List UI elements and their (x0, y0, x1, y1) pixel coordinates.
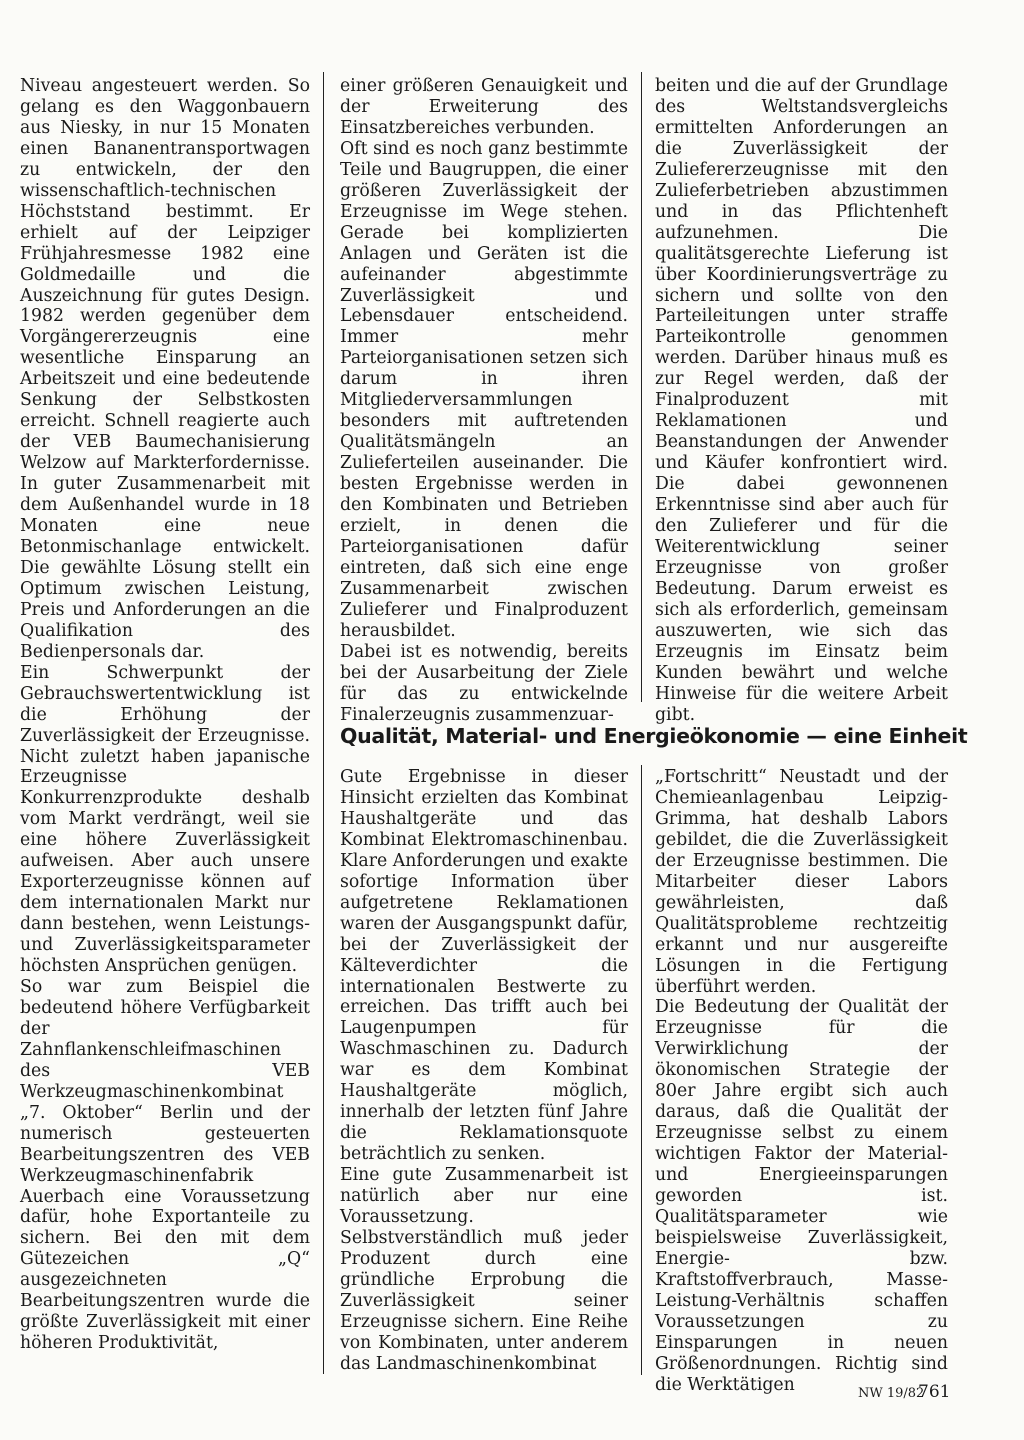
paragraph: Gute Ergebnisse in dieser Hinsicht erzielten das Kombinat Haushaltgeräte und das Kombinat Elektromaschinenbau. Klare Anforderungen und exakte sofortige Information über aufgetretene Reklamationen waren der Ausgangspunkt dafür, bei der Zuverlässigkeit der Kälteverdichter die internationalen Bestwerte zu erreichen. Das trifft auch bei Laugenpumpen für Waschmaschinen zu. Dadurch war es dem Kombinat Haushaltgeräte möglich, innerhalb der letzten fünf Jahre die Reklamationsquote beträchtlich zu senken. (340, 767, 628, 1165)
paragraph: „Fortschritt“ Neustadt und der Chemieanlagenbau Leipzig-Grimma, hat deshalb Labors gebildet, die die Zuverlässigkeit der Erzeugnisse bestimmen. Die Mitarbeiter dieser Labors gewährleisten, daß Qualitätsprobleme rechtzeitig erkannt und nur ausgereifte Lösungen in die Fertigung überführt werden. (655, 767, 948, 997)
paragraph: Niveau angesteuert werden. So gelang es den Waggonbauern aus Niesky, in nur 15 Monaten einen Bananentransportwagen zu entwickeln, der den wissenschaftlich-technischen Höchststand bestimmt. Er erhielt auf der Leipziger Frühjahresmesse 1982 eine Goldmedaille und die Auszeichnung für gutes Design. 1982 werden gegenüber dem Vorgängererzeugnis eine wesentliche Einsparung an Arbeitszeit und eine bedeutende Senkung der Selbstkosten erreicht. Schnell reagierte auch der VEB Baumechanisierung Welzow auf Markterfordernisse. In guter Zusammenarbeit mit dem Außenhandel wurde in 18 Monaten eine neue Betonmischanlage entwickelt. Die gewählte Lösung stellt ein Optimum zwischen Leistung, Preis und Anforderungen an die Qualifikation des Bedienpersonals dar. (20, 76, 310, 662)
text-column-3 (655, 76, 948, 726)
text-column-2 (340, 76, 628, 726)
column-divider (641, 72, 642, 702)
paragraph: Ein Schwerpunkt der Gebrauchswertentwicklung ist die Erhöhung der Zuverlässigkeit der Erzeugnisse. Nicht zuletzt haben japanische Erzeugnisse Konkurrenzprodukte deshalb vom Markt verdrängt, weil sie eine höhere Zuverlässigkeit aufweisen. Aber auch unsere Exporterzeugnisse können auf dem internationalen Markt nur dann bestehen, wenn Leistungs- und Zuverlässigkeitsparameter höchsten Ansprüchen genügen. (20, 662, 310, 977)
column-divider (641, 765, 642, 1375)
paragraph: So war zum Beispiel die bedeutend höhere Verfügbarkeit der Zahnflankenschleifmaschinen des VEB Werkzeugmaschinenkombinat „7. Oktober“ Berlin und der numerisch gesteuerten Bearbeitungszentren des VEB Werkzeugmaschinenfabrik Auerbach eine Voraussetzung dafür, hohe Exportanteile zu sichern. Bei den mit dem Gütezeichen „Q“ ausgezeichneten Bearbeitungszentren wurde die größte Zuverlässigkeit mit einer höheren Produktivität, (20, 976, 310, 1354)
paragraph: einer größeren Genauigkeit und der Erweiterung des Einsatzbereiches verbunden. (340, 76, 628, 138)
text-column-5 (655, 767, 948, 1396)
text-column-1 (20, 76, 310, 1354)
paragraph: Dabei ist es notwendig, bereits bei der Ausarbeitung der Ziele für das zu entwickelnde Finalerzeugnis zusammenzuar- (340, 641, 628, 725)
column-divider (323, 72, 324, 1374)
paragraph: Oft sind es noch ganz bestimmte Teile und Baugruppen, die einer größeren Zuverlässigkeit der Erzeugnisse im Wege stehen. Gerade bei komplizierten Anlagen und Geräten ist die aufeinander abgestimmte Zuverlässigkeit und Lebensdauer entscheidend. Immer mehr Parteiorganisationen setzen sich darum in ihren Mitgliederversammlungen besonders mit auftretenden Qualitätsmängeln an Zulieferteilen auseinander. Die besten Ergebnisse werden in den Kombinaten und Betrieben erzielt, in denen die Parteiorganisationen dafür eintreten, daß sich eine enge Zusammenarbeit zwischen Zulieferer und Finalproduzent herausbildet. (340, 138, 628, 641)
paragraph: Die Bedeutung der Qualität der Erzeugnisse für die Verwirklichung der ökonomischen Strategie der 80er Jahre ergibt sich auch daraus, daß die Qualität der Erzeugnisse selbst zu einem wichtigen Faktor der Material- und Energieeinsparungen geworden ist. Qualitätsparameter wie beispielsweise Zuverlässigkeit, Energie- bzw. Kraftstoffverbrauch, Masse-Leistung-Verhältnis schaffen Voraussetzungen zu Einsparungen in neuen Größenordnungen. Richtig sind die Werktätigen (655, 997, 948, 1395)
page-number: 761 (918, 1382, 951, 1402)
paragraph: Eine gute Zusammenarbeit ist natürlich aber nur eine Voraussetzung. Selbstverständlich muß jeder Produzent durch eine gründliche Erprobung die Zuverlässigkeit seiner Erzeugnisse sichern. Eine Reihe von Kombinaten, unter anderem das Landmaschinenkombinat (340, 1165, 628, 1374)
section-heading: Qualität, Material- und Energieökonomie — eine Einheit (340, 724, 968, 748)
text-column-4 (340, 767, 628, 1375)
paragraph: beiten und die auf der Grundlage des Weltstandsvergleichs ermittelten Anforderungen an die Zuverlässigkeit der Zuliefererzeugnisse mit den Zulieferbetrieben abzustimmen und in das Pflichtenheft aufzunehmen. Die qualitätsgerechte Lieferung ist über Koordinierungsverträge zu sichern und sollte von den Parteileitungen unter straffe Parteikontrolle genommen werden. Darüber hinaus muß es zur Regel werden, daß der Finalproduzent mit Reklamationen und Beanstandungen der Anwender und Käufer konfrontiert wird. Die dabei gewonnenen Erkenntnisse sind aber auch für den Zulieferer und für die Weiterentwicklung seiner Erzeugnisse von großer Bedeutung. Darum erweist es sich als erforderlich, gemeinsam auszuwerten, wie sich das Erzeugnis im Einsatz beim Kunden bewährt und welche Hinweise für die weitere Arbeit gibt. (655, 76, 948, 725)
journal-issue: NW 19/82 (858, 1386, 925, 1401)
